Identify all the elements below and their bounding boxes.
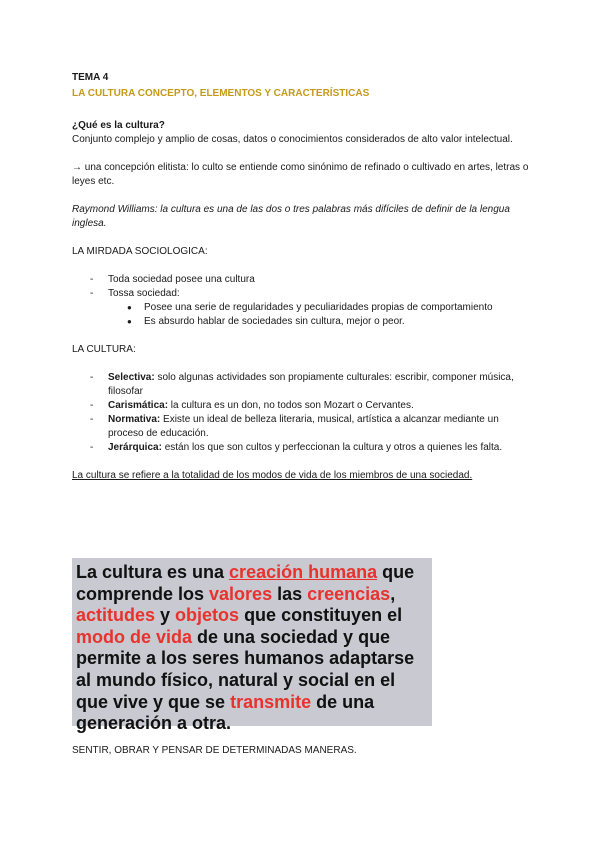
sub-list-item: ● Posee una serie de regularidades y peculiaridades propias de comportamiento	[72, 301, 532, 315]
topic-title: LA CULTURA CONCEPTO, ELEMENTOS Y CARACTERÍSTICAS	[72, 88, 370, 99]
culture-definition: La cultura se refiere a la totalidad de los modos de vida de los miembros de una sociedad.	[72, 470, 473, 481]
term-text: están los que son cultos y perfeccionan la cultura y otros a quienes les falta.	[161, 442, 503, 453]
elitist-paragraph: → una concepción elitista: lo culto se entiende como sinónimo de refinado o cultivado en artes, letras o leyes etc.	[72, 162, 529, 187]
text-span: las	[272, 583, 308, 604]
sociological-list	[72, 273, 532, 329]
highlight-span: creación humana	[229, 562, 378, 582]
document-body	[72, 71, 532, 483]
text-span: ,	[390, 583, 396, 604]
culture-heading: LA CULTURA:	[72, 344, 136, 355]
footer-phrase: SENTIR, OBRAR Y PENSAR DE DETERMINADAS MANERAS.	[72, 745, 357, 756]
question-answer: Conjunto complejo y amplio de cosas, datos o conocimientos considerados de alto valor intelectual.	[72, 134, 513, 145]
list-item	[72, 371, 532, 399]
list-item	[72, 441, 532, 455]
question-heading: ¿Qué es la cultura?	[72, 120, 165, 131]
list-item: - Toda sociedad posee una cultura	[72, 273, 532, 287]
highlight-span: valores	[209, 583, 273, 604]
highlight-span: actitudes	[76, 605, 156, 626]
highlight-span: creencias	[307, 583, 391, 604]
text-span: y	[155, 605, 176, 626]
highlight-span: objetos	[175, 605, 240, 626]
sociological-heading: LA MIRDADA SOCIOLOGICA:	[72, 246, 208, 257]
list-item	[72, 287, 532, 329]
list-item	[72, 413, 532, 441]
term-text: la cultura es un don, no todos son Mozart o Cervantes.	[168, 400, 414, 411]
text-span: que constituyen el	[239, 605, 403, 626]
sub-list-item: ● Es absurdo hablar de sociedades sin cultura, mejor o peor.	[72, 315, 532, 329]
williams-quote: Raymond Williams: la cultura es una de las dos o tres palabras más difíciles de definir de la lengua inglesa.	[72, 204, 510, 229]
text-span: La cultura es una	[76, 562, 230, 582]
definition-image	[72, 558, 432, 734]
definition-image-text	[76, 562, 432, 735]
term: Carismática:	[108, 400, 169, 411]
text-span: de una sociedad y que permite a los seres humanos adaptarse al mundo físico, natural y social en el que vive y que se	[76, 626, 415, 712]
text-span: de una generación a otra.	[76, 691, 375, 734]
text-span: que comprende los	[76, 562, 415, 604]
highlight-span: transmite	[230, 691, 312, 712]
sub-list	[72, 301, 532, 329]
highlight-span: modo de vida	[76, 626, 193, 647]
list-item-label: Tossa sociedad:	[108, 288, 180, 299]
term: Normativa:	[108, 414, 161, 425]
culture-list	[72, 371, 532, 455]
term: Selectiva:	[108, 372, 155, 383]
topic-number: TEMA 4	[72, 72, 109, 83]
term: Jerárquica:	[108, 442, 162, 453]
term-text: Existe un ideal de belleza literaria, musical, artística a alcanzar mediante un proceso de educación.	[108, 414, 499, 439]
list-item	[72, 399, 532, 413]
term-text: solo algunas actividades son propiamente culturales: escribir, componer música, filosofar	[108, 372, 514, 397]
